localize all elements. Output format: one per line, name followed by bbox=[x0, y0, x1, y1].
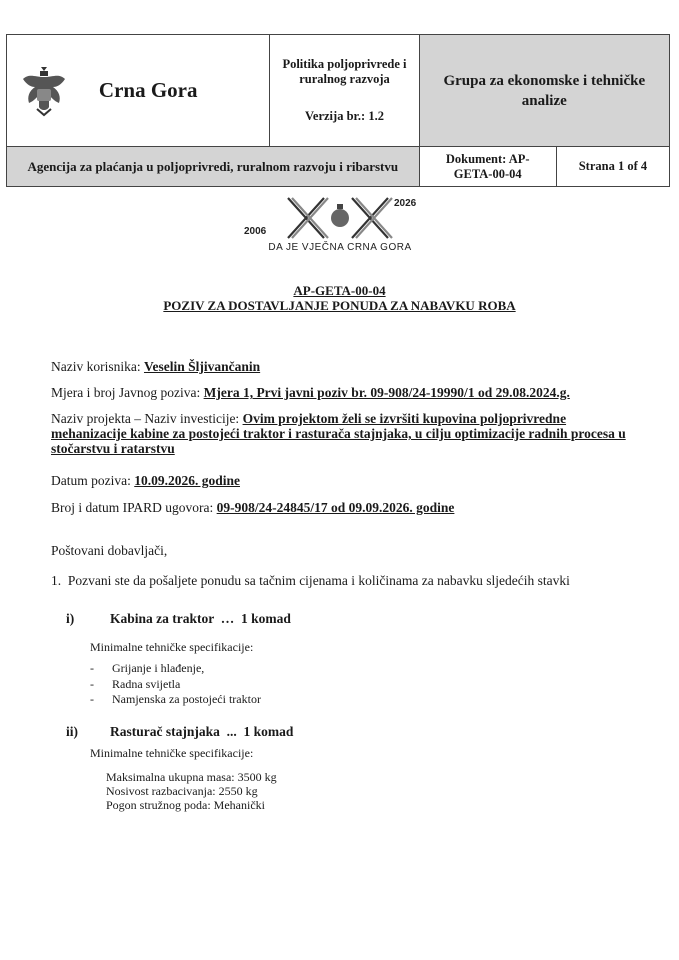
list-item: - Grijanje i hlađenje, bbox=[90, 661, 261, 677]
xx-anniversary-icon bbox=[284, 196, 396, 240]
document-code: Dokument: AP-GETA-00-04 bbox=[445, 151, 530, 181]
list-item: - Namjenska za postojeći traktor bbox=[90, 692, 261, 708]
contract-line bbox=[51, 500, 454, 516]
item-1-spec-list bbox=[90, 661, 261, 708]
page-number: Strana 1 of 4 bbox=[578, 159, 648, 173]
group-text: Grupa za ekonomske i tehničke analize bbox=[443, 72, 646, 109]
greeting: Poštovani dobavljači, bbox=[51, 543, 168, 558]
measure-line bbox=[51, 385, 570, 401]
list-item: Pogon stružnog poda: Mehanički bbox=[106, 798, 265, 812]
agency-text: Agencija za plaćanja u poljoprivredi, ruralnom razvoju i ribarstvu bbox=[27, 159, 399, 174]
country-cell bbox=[7, 35, 270, 147]
date-label: Datum poziva: bbox=[51, 473, 135, 488]
document-header-table bbox=[6, 34, 670, 187]
country-name: Crna Gora bbox=[98, 78, 198, 102]
item-1-spec-label: Minimalne tehničke specifikacije: bbox=[90, 640, 254, 654]
project-label: Naziv projekta – Naziv investicije: bbox=[51, 411, 243, 426]
policy-text: Politika poljoprivrede i ruralnog razvoja bbox=[282, 57, 407, 86]
date-line bbox=[51, 473, 240, 489]
coat-of-arms-icon bbox=[21, 65, 67, 117]
list-item: - Radna svijetla bbox=[90, 677, 261, 693]
document-cell bbox=[419, 147, 556, 187]
anniversary-logo bbox=[244, 196, 430, 256]
measure-value: Mjera 1, Prvi javni poziv br. 09-908/24-19990/1 od 29.08.2024.g. bbox=[203, 385, 570, 400]
item-2-spec-label: Minimalne tehničke specifikacije: bbox=[90, 746, 254, 760]
intro-text: Pozvani ste da pošaljete ponudu sa tačnim cijenama i količinama za nabavku sljedećih stavki bbox=[67, 573, 570, 588]
contract-label: Broj i datum IPARD ugovora: bbox=[51, 500, 217, 515]
policy-version-cell bbox=[270, 35, 419, 147]
document-code-title: AP-GETA-00-04 bbox=[293, 283, 386, 298]
item-1-name: Kabina za traktor … 1 komad bbox=[110, 611, 291, 626]
date-value: 10.09.2026. godine bbox=[134, 473, 240, 488]
list-item: Nosivost razbacivanja: 2550 kg bbox=[106, 784, 258, 798]
beneficiary-label: Naziv korisnika: bbox=[51, 359, 144, 374]
project-block bbox=[51, 411, 631, 456]
item-1-number: i) bbox=[66, 611, 75, 626]
project-value: Ovim projektom želi se izvršiti kupovina poljoprivredne mehanizacije kabine za postojeći traktor i rasturača stajnjaka, u cilju optimizacije radnih procesa u stočarstvu i ratarstvu bbox=[51, 411, 626, 456]
group-cell bbox=[419, 35, 669, 147]
year-end: 2026 bbox=[394, 198, 417, 209]
intro-number: 1. bbox=[51, 573, 62, 588]
agency-cell bbox=[7, 147, 420, 187]
intro-line bbox=[51, 573, 570, 589]
item-2-number: ii) bbox=[66, 724, 78, 739]
page-cell bbox=[556, 147, 669, 187]
measure-label: Mjera i broj Javnog poziva: bbox=[51, 385, 204, 400]
item-2-spec-list bbox=[106, 770, 277, 812]
version-text: Verzija br.: 1.2 bbox=[305, 109, 384, 123]
item-2-name: Rasturač stajnjaka ... 1 komad bbox=[110, 724, 294, 739]
beneficiary-line bbox=[51, 359, 260, 375]
beneficiary-value: Veselin Šljivančanin bbox=[143, 359, 261, 374]
document-heading: POZIV ZA DOSTAVLJANJE PONUDA ZA NABAVKU ROBA bbox=[163, 298, 516, 313]
year-start: 2006 bbox=[244, 226, 267, 237]
contract-value: 09-908/24-24845/17 od 09.09.2026. godine bbox=[216, 500, 455, 515]
logo-tagline: DA JE VJEČNA CRNA GORA bbox=[268, 242, 412, 253]
list-item: Maksimalna ukupna masa: 3500 kg bbox=[106, 770, 277, 784]
